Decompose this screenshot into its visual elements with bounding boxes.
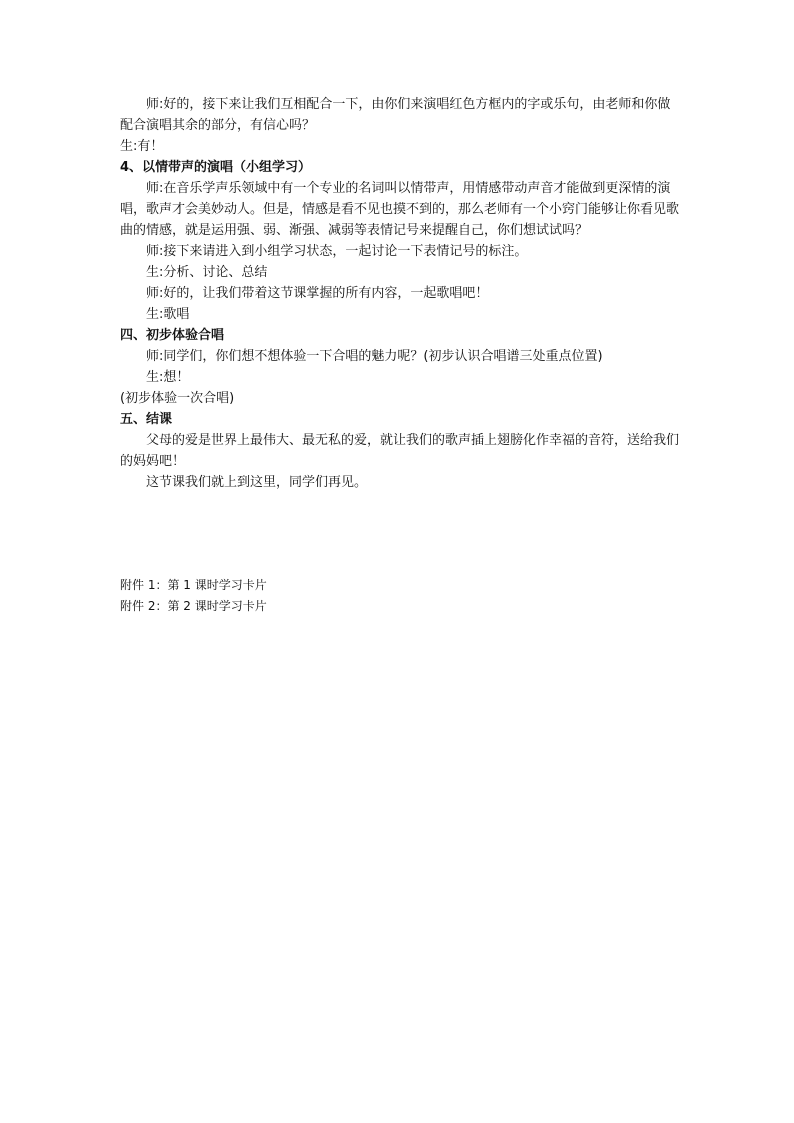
teacher-line: 师:在音乐学声乐领域中有一个专业的名词叫以情带声，用情感带动声音才能做到更深情的演唱，歌声才会美妙动人。但是，情感是看不见也摸不到的，那么老师有一个小窍门能够让你看见歌曲的情感，就是运用强、弱、渐强、减弱等表情记号来提醒自己，你们想试试吗？: [120, 181, 680, 238]
section-heading: 4、以情带声的演唱（小组学习）: [120, 160, 312, 175]
attachment-item: 附件 1：第 1 课时学习卡片: [120, 578, 267, 592]
teacher-line: 师:接下来请进入到小组学习状态，一起讨论一下表情记号的标注。: [146, 244, 528, 259]
student-line: 生:分析、讨论、总结: [146, 265, 268, 280]
attachment-item: 附件 2：第 2 课时学习卡片: [120, 599, 267, 613]
teacher-line: 师:好的，接下来让我们互相配合一下，由你们来演唱红色方框内的字或乐句，由老师和你做配合演唱其余的部分，有信心吗？: [120, 97, 671, 133]
teacher-line: 师:同学们，你们想不想体验一下合唱的魅力呢？(初步认识合唱谱三处重点位置): [146, 349, 603, 364]
activity-note: (初步体验一次合唱): [120, 391, 235, 406]
section-heading: 四、初步体验合唱: [120, 328, 225, 343]
teacher-line: 师:好的，让我们带着这节课掌握的所有内容，一起歌唱吧！: [146, 286, 489, 301]
section-heading: 五、结课: [120, 412, 173, 427]
closing-paragraph: 这节课我们就上到这里，同学们再见。: [146, 475, 368, 490]
attachments-list: [120, 575, 520, 617]
student-line: 生:歌唱: [146, 307, 190, 322]
student-line: 生:有！: [120, 139, 164, 154]
lesson-content: [120, 94, 680, 493]
student-line: 生:想！: [146, 370, 190, 385]
closing-paragraph: 父母的爱是世界上最伟大、最无私的爱，就让我们的歌声插上翅膀化作幸福的音符，送给我们的妈妈吧！: [120, 433, 680, 469]
